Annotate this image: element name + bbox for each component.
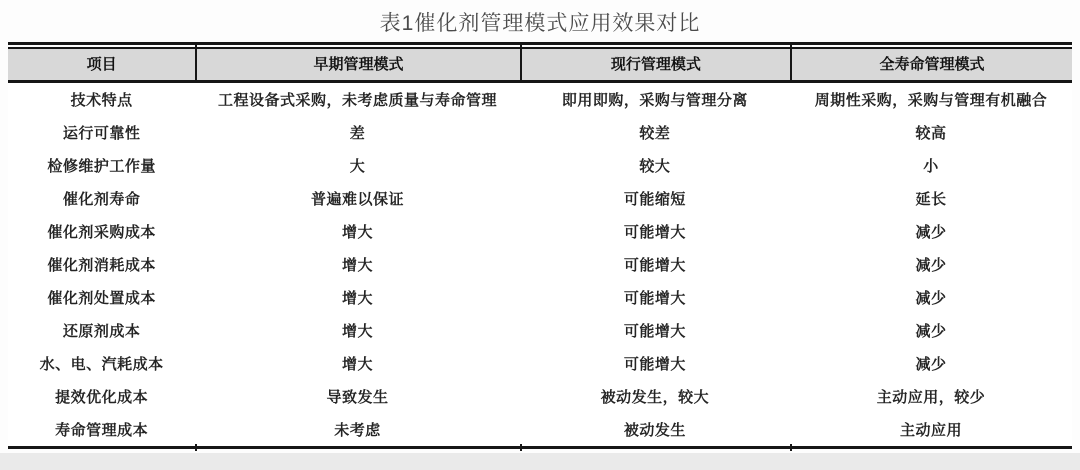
table-title: 表1催化剂管理模式应用效果对比 — [379, 12, 701, 35]
table-row — [8, 83, 1072, 116]
table-row — [8, 215, 1072, 248]
value-cell: 较高 — [915, 125, 947, 142]
value-cell: 增大 — [342, 323, 374, 340]
row-label-cell: 还原剂成本 — [62, 323, 141, 340]
table-header-row — [8, 49, 1072, 80]
value-cell: 大 — [349, 158, 366, 175]
value-cell: 被动发生，较大 — [600, 389, 710, 406]
row-label-cell: 寿命管理成本 — [55, 422, 149, 439]
row-label-cell: 催化剂寿命 — [62, 191, 141, 208]
table-row — [8, 149, 1072, 182]
value-cell: 减少 — [915, 290, 947, 307]
row-label-cell: 技术特点 — [70, 92, 133, 109]
value-cell: 被动发生 — [623, 422, 686, 439]
value-cell: 可能增大 — [623, 356, 686, 373]
value-cell: 未考虑 — [334, 422, 381, 439]
value-cell: 普遍难以保证 — [311, 191, 405, 208]
row-label-cell: 水、电、汽耗成本 — [39, 356, 164, 373]
value-cell: 减少 — [915, 356, 947, 373]
row-label-cell: 催化剂采购成本 — [47, 224, 156, 241]
value-cell: 较差 — [639, 125, 671, 142]
header-cell-early-mode: 早期管理模式 — [195, 49, 520, 80]
table-row — [8, 314, 1072, 347]
row-label-cell: 催化剂消耗成本 — [47, 257, 156, 274]
header-bottom-border — [8, 80, 1072, 83]
value-cell: 工程设备式采购，未考虑质量与寿命管理 — [218, 92, 498, 109]
table-row — [8, 248, 1072, 281]
row-label-cell: 检修维护工作量 — [47, 158, 156, 175]
value-cell: 较大 — [639, 158, 671, 175]
value-cell: 导致发生 — [326, 389, 389, 406]
row-label-cell: 催化剂处置成本 — [47, 290, 156, 307]
header-cell-fulllife-mode: 全寿命管理模式 — [790, 49, 1072, 80]
value-cell: 小 — [923, 158, 939, 175]
value-cell: 可能缩短 — [623, 191, 686, 208]
table-row — [8, 347, 1072, 380]
header-cell-item: 项目 — [86, 56, 117, 73]
value-cell: 可能增大 — [623, 257, 686, 274]
table-bottom-border — [8, 446, 1072, 449]
table-body — [8, 83, 1072, 446]
table-row — [8, 281, 1072, 314]
value-cell: 增大 — [342, 257, 374, 274]
value-cell: 差 — [349, 125, 366, 142]
value-cell: 增大 — [342, 356, 374, 373]
value-cell: 可能增大 — [623, 290, 686, 307]
table-row — [8, 182, 1072, 215]
table-row — [8, 380, 1072, 413]
comparison-table — [8, 42, 1072, 449]
value-cell: 增大 — [342, 224, 374, 241]
header-cell-current-mode: 现行管理模式 — [520, 49, 790, 80]
table-top-border — [8, 42, 1072, 49]
value-cell: 减少 — [915, 323, 947, 340]
table-row — [8, 413, 1072, 446]
value-cell: 主动应用，较少 — [876, 389, 986, 406]
value-cell: 主动应用 — [899, 422, 962, 439]
value-cell: 减少 — [915, 257, 947, 274]
value-cell: 减少 — [915, 224, 947, 241]
row-label-cell: 运行可靠性 — [62, 125, 141, 142]
value-cell: 可能增大 — [623, 224, 686, 241]
value-cell: 可能增大 — [623, 323, 686, 340]
row-label-cell: 提效优化成本 — [55, 389, 149, 406]
table-row — [8, 116, 1072, 149]
value-cell: 延长 — [915, 191, 947, 208]
value-cell: 周期性采购，采购与管理有机融合 — [814, 92, 1048, 109]
page-bottom-band — [0, 453, 1080, 470]
value-cell: 增大 — [342, 290, 374, 307]
value-cell: 即用即购，采购与管理分离 — [561, 92, 748, 109]
